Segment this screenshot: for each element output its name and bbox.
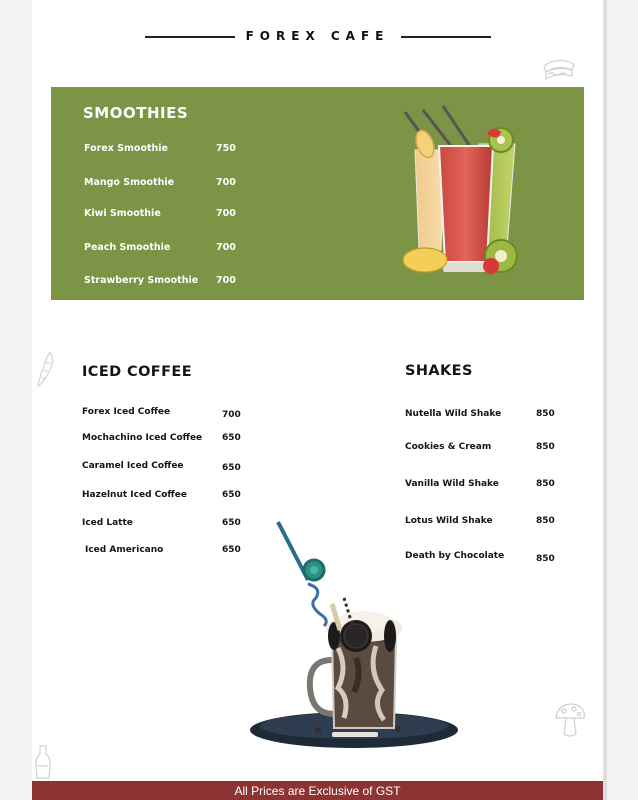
header-rule-right [401, 36, 491, 38]
smoothie-item-price: 700 [216, 275, 236, 286]
shake-item-price: 850 [536, 554, 555, 564]
smoothie-item-name: Forex Smoothie [84, 143, 168, 154]
mushroom-doodle-icon [552, 700, 588, 740]
carrot-doodle-icon [34, 348, 62, 390]
shakes-heading: SHAKES [405, 363, 473, 379]
shake-item-name: Vanilla Wild Shake [405, 479, 499, 489]
gst-note: All Prices are Exclusive of GST [234, 784, 401, 798]
iced-coffee-heading: ICED COFFEE [82, 364, 193, 380]
page-margin-left [0, 0, 32, 800]
shake-item-price: 850 [536, 409, 555, 419]
iced-coffee-item-name: Forex Iced Coffee [82, 407, 171, 417]
smoothie-item-name: Peach Smoothie [84, 242, 171, 253]
smoothie-item-name: Strawberry Smoothie [84, 275, 199, 286]
iced-coffee-item-name: Mochachino Iced Coffee [82, 433, 203, 443]
iced-coffee-item-name: Caramel Iced Coffee [82, 461, 184, 471]
iced-coffee-item-price: 700 [222, 410, 241, 420]
shake-item-name: Nutella Wild Shake [405, 409, 502, 419]
iced-coffee-item-price: 650 [222, 518, 241, 528]
iced-coffee-item-price: 650 [222, 490, 241, 500]
iced-coffee-item-price: 650 [222, 545, 241, 555]
shake-item-price: 850 [536, 516, 555, 526]
smoothie-glasses-photo-icon [383, 98, 543, 288]
header-rule-left [145, 36, 235, 38]
smoothie-item-name: Kiwi Smoothie [84, 208, 161, 219]
smoothie-item-price: 750 [216, 143, 236, 154]
smoothie-item-name: Mango Smoothie [84, 177, 175, 188]
bottle-doodle-icon [33, 744, 53, 780]
smoothie-item-price: 700 [216, 177, 236, 188]
shake-item-name: Lotus Wild Shake [405, 516, 493, 526]
smoothie-item-price: 700 [216, 208, 236, 219]
shake-item-price: 850 [536, 442, 555, 452]
freakshake-photo-icon [248, 518, 463, 756]
page-margin-right [603, 0, 638, 800]
iced-coffee-item-price: 650 [222, 433, 241, 443]
shake-item-name: Cookies & Cream [405, 442, 492, 452]
smoothie-item-price: 700 [216, 242, 236, 253]
iced-coffee-item-name: Hazelnut Iced Coffee [82, 490, 187, 500]
cafe-title: FOREX CAFE [245, 29, 390, 43]
sandwich-doodle-icon [538, 52, 580, 86]
iced-coffee-item-name: Iced Americano [85, 545, 164, 555]
shake-item-price: 850 [536, 479, 555, 489]
iced-coffee-item-name: Iced Latte [82, 518, 133, 528]
iced-coffee-item-price: 650 [222, 463, 241, 473]
shake-item-name: Death by Chocolate [405, 551, 505, 561]
smoothies-heading: SMOOTHIES [83, 104, 189, 122]
